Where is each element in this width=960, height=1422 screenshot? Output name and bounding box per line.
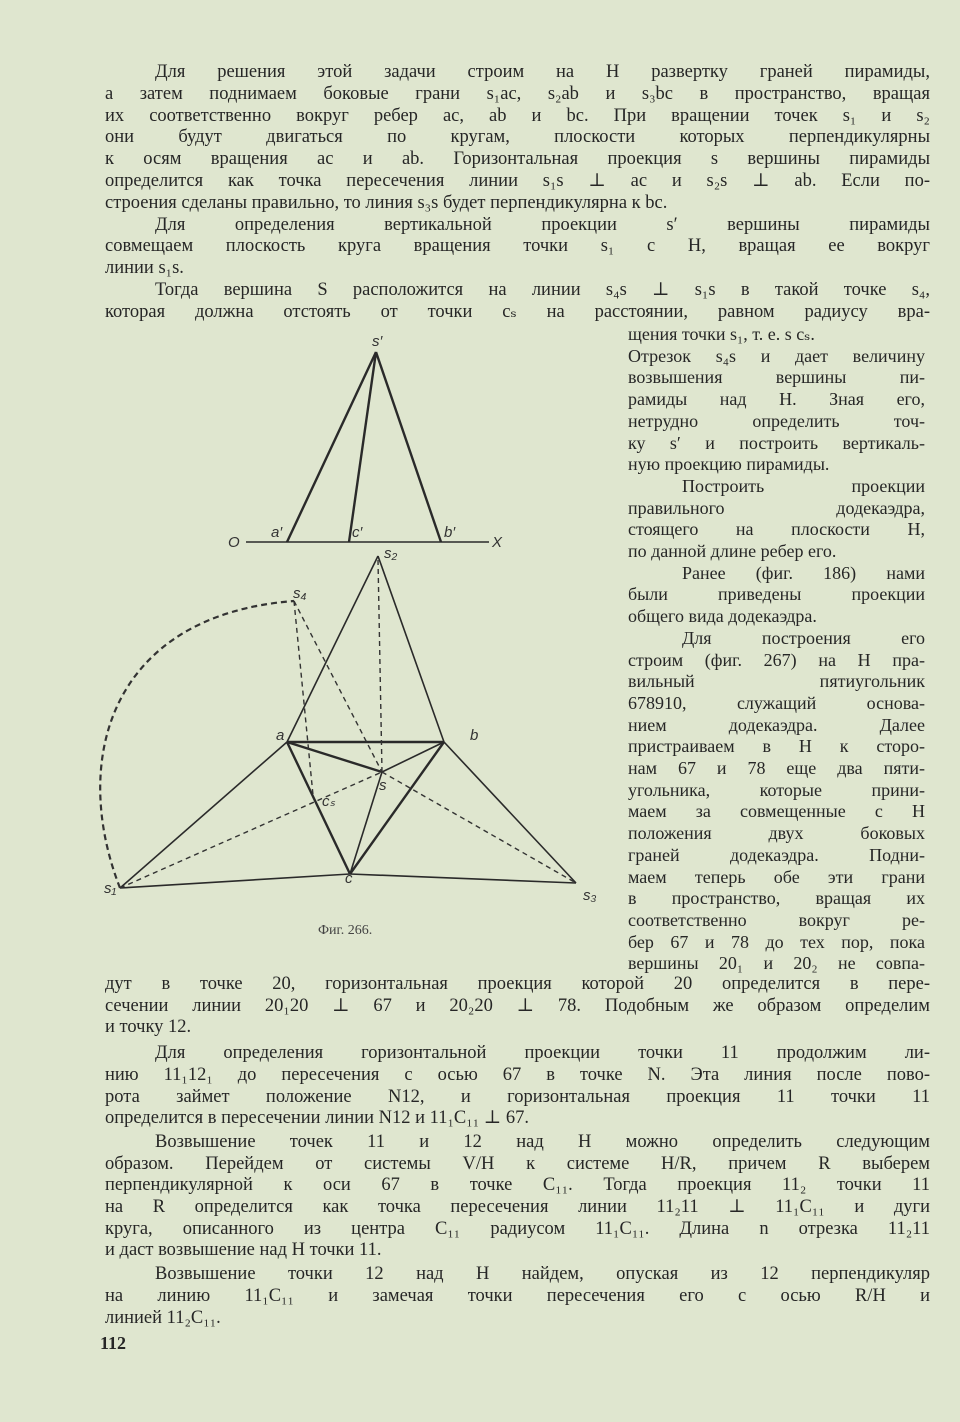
text-line: Построить проекции [682, 475, 925, 496]
text-line: положения двух боковых [628, 823, 925, 844]
text-line: нетрудно определить точ- [628, 410, 925, 431]
edge-s1-a [120, 742, 287, 888]
label-o: O [228, 534, 240, 551]
text-line: строим (фиг. 267) на H пра- [628, 649, 925, 670]
text-line: Возвышение точек 11 и 12 над H можно определить следующим [155, 1131, 930, 1152]
text-line: рамиды над H. Зная его, [628, 389, 925, 410]
text-line: Отрезок s₄s и дает величину [628, 345, 925, 366]
text-line: были приведены проекции [628, 584, 925, 605]
label-c-prime: c′ [352, 524, 363, 541]
text-line: Для определения горизонтальной проекции точки 11 продолжим ли- [155, 1043, 930, 1064]
text-line: правильного додекаэдра, [628, 497, 925, 518]
text-line: граней додекаэдра. Подни- [628, 844, 925, 865]
text-line: ную проекцию пирамиды. [628, 454, 830, 475]
text-line: их соответственно вокруг ребер ac, ab и bc. При вращении точек s₁ и s₂ [105, 105, 930, 126]
dashed-s4-cs [294, 601, 313, 795]
text-line: которая должна отстоять от точки cₛ на расстоянии, равном радиусу вра- [105, 301, 930, 322]
text-line: они будут двигаться по кругам, плоскости которых перпендикулярны [105, 127, 930, 148]
text-line: определится в пересечении линии N12 и 11₁C₁₁ ⊥ 67. [105, 1108, 529, 1129]
text-line: рота займет положение N12, и горизонтальная проекция 11 точки 11 [105, 1086, 930, 1107]
text-line: общего вида додекаэдра. [628, 606, 817, 627]
label-a: a [276, 727, 285, 744]
edge-a-s [287, 742, 382, 772]
text-line: маем теперь обе эти грани [628, 866, 925, 887]
text-line: линией 11₂C₁₁. [105, 1307, 221, 1328]
text-line: Для определения вертикальной проекции s′ вершины пирамиды [155, 214, 930, 235]
text-line: нием додекаэдра. Далее [628, 714, 925, 735]
text-line: Для построения его [682, 627, 925, 648]
text-line: линии s₁s. [105, 258, 184, 279]
text-line: возвышения вершины пи- [628, 367, 925, 388]
edge-s2-b [378, 556, 444, 742]
text-line: бер 67 и 78 до тех пор, пока [628, 931, 925, 952]
text-line: строения сделаны правильно, то линия s₃s будет перпендикулярна к bc. [105, 192, 668, 213]
text-line: дут в точке 20, горизонтальная проекция которой 20 определится в пере- [105, 974, 930, 994]
text-line: ку s′ и построить вертикаль- [628, 432, 925, 453]
label-s2: s₂ [384, 545, 398, 562]
edge-c-s3 [350, 874, 576, 883]
text-line: Для решения этой задачи строим на H развертку граней пирамиды, [155, 62, 930, 82]
label-x: X [492, 534, 503, 551]
text-line: пристраиваем в H к сторо- [628, 736, 925, 757]
edge-a-c [287, 742, 350, 874]
label-s: s [379, 777, 387, 794]
dashed-s4-s [294, 601, 382, 772]
text-line: Возвышение точки 12 над H найдем, опуская из 12 перпендикуляр [155, 1264, 930, 1285]
text-line: в пространство, вращая их [628, 888, 925, 909]
text-line: Тогда вершина S расположится на линии s₄s ⊥ s₁s в такой точке s₄, [155, 280, 930, 300]
text-line: соответственно вокруг ре- [628, 909, 925, 930]
text-line: угольника, которые прини- [628, 779, 925, 800]
label-b: b [470, 727, 479, 744]
label-s4: s₄ [293, 585, 307, 602]
text-line: на R определится как точка пересечения линии 11₂11 ⊥ 11₁C₁₁ и дуги [105, 1197, 930, 1217]
text-line: и точку 12. [105, 1017, 192, 1038]
edge-s2-a [287, 556, 378, 742]
label-a-prime: a′ [271, 524, 283, 541]
label-s1: s₁ [104, 880, 117, 897]
edge-b-s3 [444, 742, 576, 883]
label-cs: cₛ [322, 793, 336, 810]
page-number: 112 [100, 1333, 127, 1353]
text-line: нию 11₁12₁ до пересечения с осью 67 в точке N. Эта линия после пово- [105, 1064, 930, 1085]
label-s-prime: s′ [372, 333, 383, 350]
text-line: вильный пятиугольник [628, 671, 925, 692]
dashed-s2-s [378, 560, 382, 772]
text-line: на линию 11₁C₁₁ и замечая точки пересечения его с осью R/H и [105, 1285, 930, 1306]
rotation-arc [100, 601, 294, 888]
text-line: сечении линии 20₁20 ⊥ 67 и 20₂20 ⊥ 78. Подобным же образом определим [105, 995, 930, 1016]
text-line: совмещаем плоскость круга вращения точки s₁ с H, вращая ее вокруг [105, 236, 930, 257]
text-line: и даст возвышение над H точки 11. [105, 1240, 382, 1261]
text-line: круга, описанного из центра C₁₁ радиусом 11₁C₁₁. Длина n отрезка 11₂11 [105, 1218, 930, 1239]
text-line: вершины 20₁ и 20₂ не совпа- [628, 953, 925, 974]
text-line: нам 67 и 78 еще два пяти- [628, 758, 925, 778]
text-line: щения точки s₁, т. е. s cₛ. [628, 324, 815, 344]
text-line: 678910, служащий основа- [628, 692, 925, 713]
edge-b-c [350, 742, 444, 874]
edge-s1-c [120, 874, 350, 888]
dashed-s1-s [120, 772, 382, 888]
figure-caption: Фиг. 266. [318, 923, 373, 938]
text-line: стоящего на плоскости H, [628, 519, 925, 540]
text-line: образом. Перейдем от системы V/H к системе H/R, причем R выберем [105, 1153, 930, 1174]
text-line: а затем поднимаем боковые грани s₁ac, s₂ab и s₃bc в пространство, вращая [105, 83, 930, 104]
text-line: определится как точка пересечения линии s₁s ⊥ ac и s₂s ⊥ ab. Если по- [105, 171, 930, 191]
edge-s-c [350, 772, 382, 874]
label-c: c [345, 870, 353, 887]
label-s3: s₃ [583, 887, 597, 904]
text-line: перпендикулярной к оси 67 в точке C₁₁. Тогда проекция 11₂ точки 11 [105, 1175, 930, 1196]
text-line: маем за совмещенные с H [628, 801, 925, 822]
text-line: Ранее (фиг. 186) нами [682, 562, 925, 583]
text-line: по данной длине ребер его. [628, 541, 837, 561]
edge-s-prime-b-prime [376, 352, 441, 542]
text-line: к осям вращения ac и ab. Горизонтальная проекция s вершины пирамиды [105, 149, 930, 170]
label-b-prime: b′ [444, 524, 456, 541]
